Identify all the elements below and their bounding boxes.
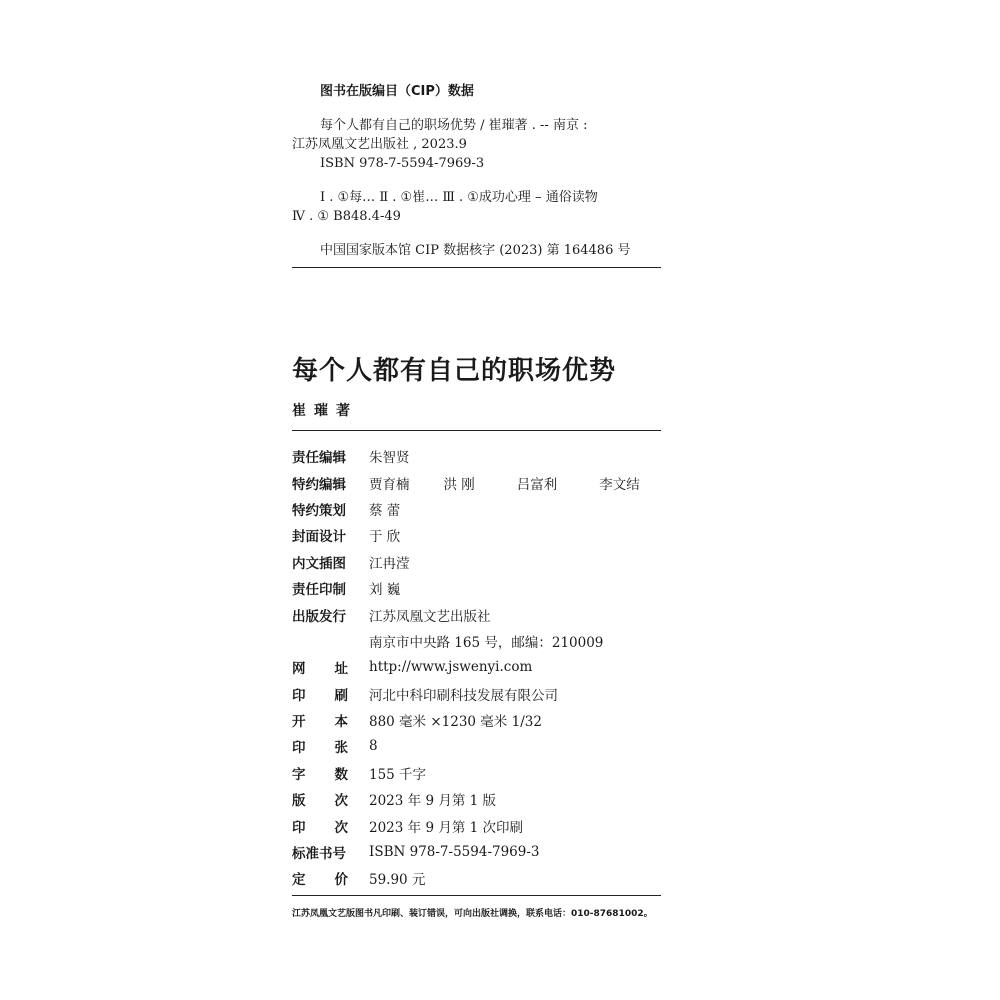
credit-row-illustration bbox=[292, 549, 662, 575]
credit-value: 刘 巍 bbox=[369, 582, 401, 599]
label-char: 数 bbox=[334, 766, 348, 783]
label-char: 印 bbox=[292, 819, 306, 836]
credit-label: 标准书号 bbox=[292, 846, 346, 863]
credit-row-sheets bbox=[292, 733, 662, 759]
label-char: 字 bbox=[292, 766, 306, 783]
editor-name: 吕富利 bbox=[516, 476, 558, 493]
cip-record-line: 中国国家版本馆 CIP 数据核字 (2023) 第 164486 号 bbox=[320, 243, 631, 258]
label-char: 开 bbox=[292, 714, 306, 731]
credit-label bbox=[292, 789, 348, 809]
label-char: 版 bbox=[292, 793, 306, 810]
label-char: 网 bbox=[292, 661, 306, 678]
label-char: 次 bbox=[334, 793, 348, 810]
credit-value: 朱智贤 bbox=[369, 450, 410, 467]
credit-value: ISBN 978-7-5594-7969-3 bbox=[369, 844, 540, 861]
credit-label bbox=[292, 710, 348, 730]
credit-row-isbn bbox=[292, 839, 662, 865]
label-char: 印 bbox=[292, 687, 306, 704]
credit-label: 内文插图 bbox=[292, 555, 346, 572]
credit-value: 59.90 元 bbox=[369, 872, 426, 889]
label-char: 印 bbox=[292, 740, 306, 757]
credit-row-publisher-address bbox=[292, 628, 662, 654]
cip-classification-line: Ⅰ . ①每… Ⅱ . ①崔… Ⅲ . ①成功心理 – 通俗读物 bbox=[320, 190, 598, 205]
website-link[interactable]: http://www.jswenyi.com bbox=[369, 659, 533, 676]
credit-row-cover-design bbox=[292, 522, 662, 548]
publisher-address: 南京市中央路 165 号，邮编：210009 bbox=[369, 634, 604, 651]
credit-label bbox=[292, 763, 348, 783]
credit-row-publisher bbox=[292, 601, 662, 627]
credit-row-responsible-editor bbox=[292, 443, 662, 469]
credit-value: 江冉滢 bbox=[369, 555, 410, 572]
credit-value: 880 毫米 ×1230 毫米 1/32 bbox=[369, 714, 542, 731]
credit-label: 责任编辑 bbox=[292, 450, 346, 467]
book-author: 崔璀著 bbox=[292, 403, 358, 419]
credit-label bbox=[292, 736, 348, 756]
label-char: 张 bbox=[334, 740, 348, 757]
credit-row-special-planner bbox=[292, 496, 662, 522]
credit-row-printer bbox=[292, 681, 662, 707]
credits-divider bbox=[292, 895, 661, 896]
credit-label bbox=[292, 657, 348, 677]
footer-note: 江苏凤凰文艺版图书凡印刷、装订错误，可向出版社调换，联系电话：010-87681002。 bbox=[292, 909, 653, 919]
credit-row-format bbox=[292, 707, 662, 733]
credit-row-website bbox=[292, 654, 662, 680]
label-char: 刷 bbox=[334, 687, 348, 704]
editor-name: 李文结 bbox=[599, 476, 640, 493]
credit-value: 河北中科印刷科技发展有限公司 bbox=[369, 687, 558, 704]
credit-label: 特约策划 bbox=[292, 502, 346, 519]
credit-label: 出版发行 bbox=[292, 608, 346, 625]
credit-row-printing bbox=[292, 812, 662, 838]
credit-label: 责任印制 bbox=[292, 582, 346, 599]
credit-row-price bbox=[292, 865, 662, 891]
credit-label bbox=[292, 684, 348, 704]
cip-heading: 图书在版编目（CIP）数据 bbox=[320, 84, 474, 99]
credit-value: 于 欣 bbox=[369, 529, 401, 546]
title-divider bbox=[292, 430, 661, 431]
credit-value: 155 千字 bbox=[369, 766, 427, 783]
credit-label bbox=[292, 816, 348, 836]
cip-title-line: 每个人都有自己的职场优势 / 崔璀著 . -- 南京 : bbox=[320, 118, 588, 133]
credit-row-special-editors bbox=[292, 469, 662, 495]
cip-divider bbox=[292, 267, 661, 268]
credit-value: 2023 年 9 月第 1 次印刷 bbox=[369, 819, 523, 836]
editor-name: 洪 刚 bbox=[443, 476, 475, 493]
editor-name: 贾育楠 bbox=[369, 476, 410, 493]
credit-label bbox=[292, 868, 348, 888]
label-char: 次 bbox=[334, 819, 348, 836]
credit-row-edition bbox=[292, 786, 662, 812]
credit-row-word-count bbox=[292, 760, 662, 786]
credit-row-print-supervisor bbox=[292, 575, 662, 601]
label-char: 价 bbox=[334, 872, 348, 889]
cip-publisher-line: 江苏凤凰文艺出版社 , 2023.9 bbox=[292, 137, 467, 152]
credit-value: 2023 年 9 月第 1 版 bbox=[369, 793, 496, 810]
book-title: 每个人都有自己的职场优势 bbox=[292, 356, 617, 386]
label-char: 本 bbox=[334, 714, 348, 731]
credit-value bbox=[369, 473, 640, 493]
cip-clc-line: Ⅳ . ① B848.4-49 bbox=[292, 209, 401, 224]
credit-label: 特约编辑 bbox=[292, 476, 346, 493]
label-char: 址 bbox=[334, 661, 348, 678]
credit-label: 封面设计 bbox=[292, 529, 346, 546]
cip-isbn-line: ISBN 978-7-5594-7969-3 bbox=[320, 156, 485, 171]
label-char: 定 bbox=[292, 872, 306, 889]
credits-list bbox=[292, 443, 662, 892]
credit-value: 江苏凤凰文艺出版社 bbox=[369, 608, 491, 625]
credit-value: 蔡 蕾 bbox=[369, 502, 401, 519]
credit-value: 8 bbox=[369, 738, 378, 755]
